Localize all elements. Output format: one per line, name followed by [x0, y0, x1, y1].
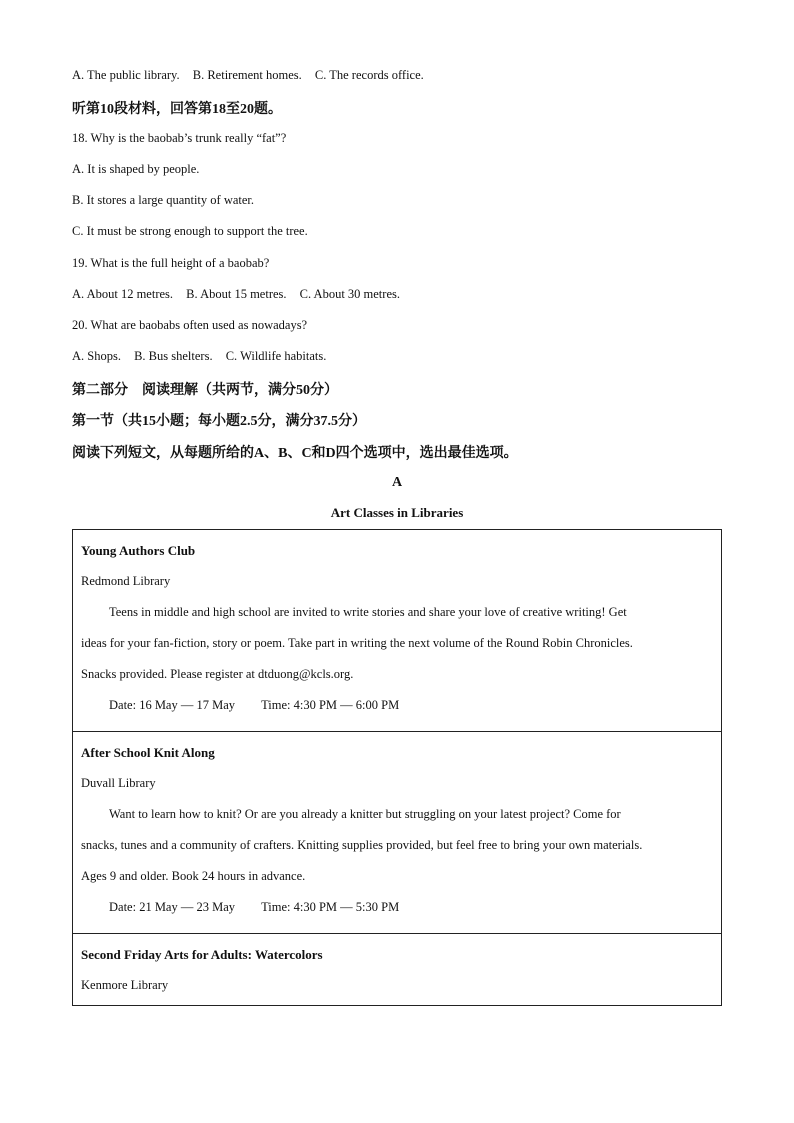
passage-label: A [391, 475, 403, 490]
event-description-line: snacks, tunes and a community of crafters. Knitting supplies provided, but feel free to bring your own materials. [81, 838, 643, 852]
event-cell [73, 934, 722, 1006]
event-title: Young Authors Club [81, 543, 196, 558]
event-title: Second Friday Arts for Adults: Watercolors [81, 947, 323, 962]
event-time: Time: 4:30 PM — 5:30 PM [261, 900, 400, 914]
q18-stem: 18. Why is the baobab’s trunk really “fat”? [72, 131, 287, 145]
event-library: Duvall Library [81, 776, 156, 790]
event-date: Date: 16 May — 17 May [109, 698, 236, 712]
q19-option-b: B. About 15 metres. [186, 287, 287, 301]
reading-instructions: 阅读下列短文，从每题所给的A、B、C和D四个选项中，选出最佳选项。 [72, 446, 518, 461]
event-description-line: Ages 9 and older. Book 24 hours in advance. [81, 869, 306, 883]
q18-option-b: B. It stores a large quantity of water. [72, 193, 255, 207]
event-description-line: Teens in middle and high school are invited to write stories and share your love of creative writing! Get [109, 605, 627, 619]
event-schedule [81, 892, 713, 923]
q17-option-b: B. Retirement homes. [192, 68, 302, 82]
q19-options [72, 287, 400, 302]
event-cell [73, 732, 722, 934]
q19-stem: 19. What is the full height of a baobab? [72, 256, 270, 270]
event-description-line: ideas for your fan-fiction, story or poem. Take part in writing the next volume of the Round Robin Chronicles. [81, 636, 633, 650]
q20-stem: 20. What are baobabs often used as nowadays? [72, 318, 308, 332]
event-row [73, 732, 722, 934]
event-library: Redmond Library [81, 574, 171, 588]
event-cell [73, 530, 722, 732]
q20-option-b: B. Bus shelters. [134, 349, 213, 363]
passage-title: Art Classes in Libraries [330, 505, 464, 520]
event-date: Date: 21 May — 23 May [109, 900, 236, 914]
listening-section-heading: 听第10段材料，回答第18至20题。 [72, 102, 282, 117]
event-time: Time: 4:30 PM — 6:00 PM [261, 698, 400, 712]
event-row [73, 530, 722, 732]
event-schedule [81, 690, 713, 721]
event-library: Kenmore Library [81, 978, 169, 992]
event-title: After School Knit Along [81, 745, 215, 760]
reading-part-heading: 第二部分 阅读理解（共两节，满分50分） [72, 383, 338, 398]
q20-option-c: C. Wildlife habitats. [225, 349, 327, 363]
q19-option-a: A. About 12 metres. [72, 287, 174, 301]
q17-options [72, 68, 424, 83]
q20-option-a: A. Shops. [72, 349, 121, 363]
q19-option-c: C. About 30 metres. [299, 287, 400, 301]
q20-options [72, 349, 326, 364]
reading-section-heading: 第一节（共15小题；每小题2.5分，满分37.5分） [72, 414, 366, 429]
q17-option-a: A. The public library. [72, 68, 180, 82]
events-table [72, 529, 722, 1006]
event-description-line: Want to learn how to knit? Or are you already a knitter but struggling on your latest project? Come for [109, 807, 621, 821]
q17-option-c: C. The records office. [314, 68, 424, 82]
q18-option-a: A. It is shaped by people. [72, 162, 200, 176]
q18-option-c: C. It must be strong enough to support the tree. [72, 224, 308, 238]
event-description-line: Snacks provided. Please register at dtduong@kcls.org. [81, 667, 354, 681]
event-row [73, 934, 722, 1006]
